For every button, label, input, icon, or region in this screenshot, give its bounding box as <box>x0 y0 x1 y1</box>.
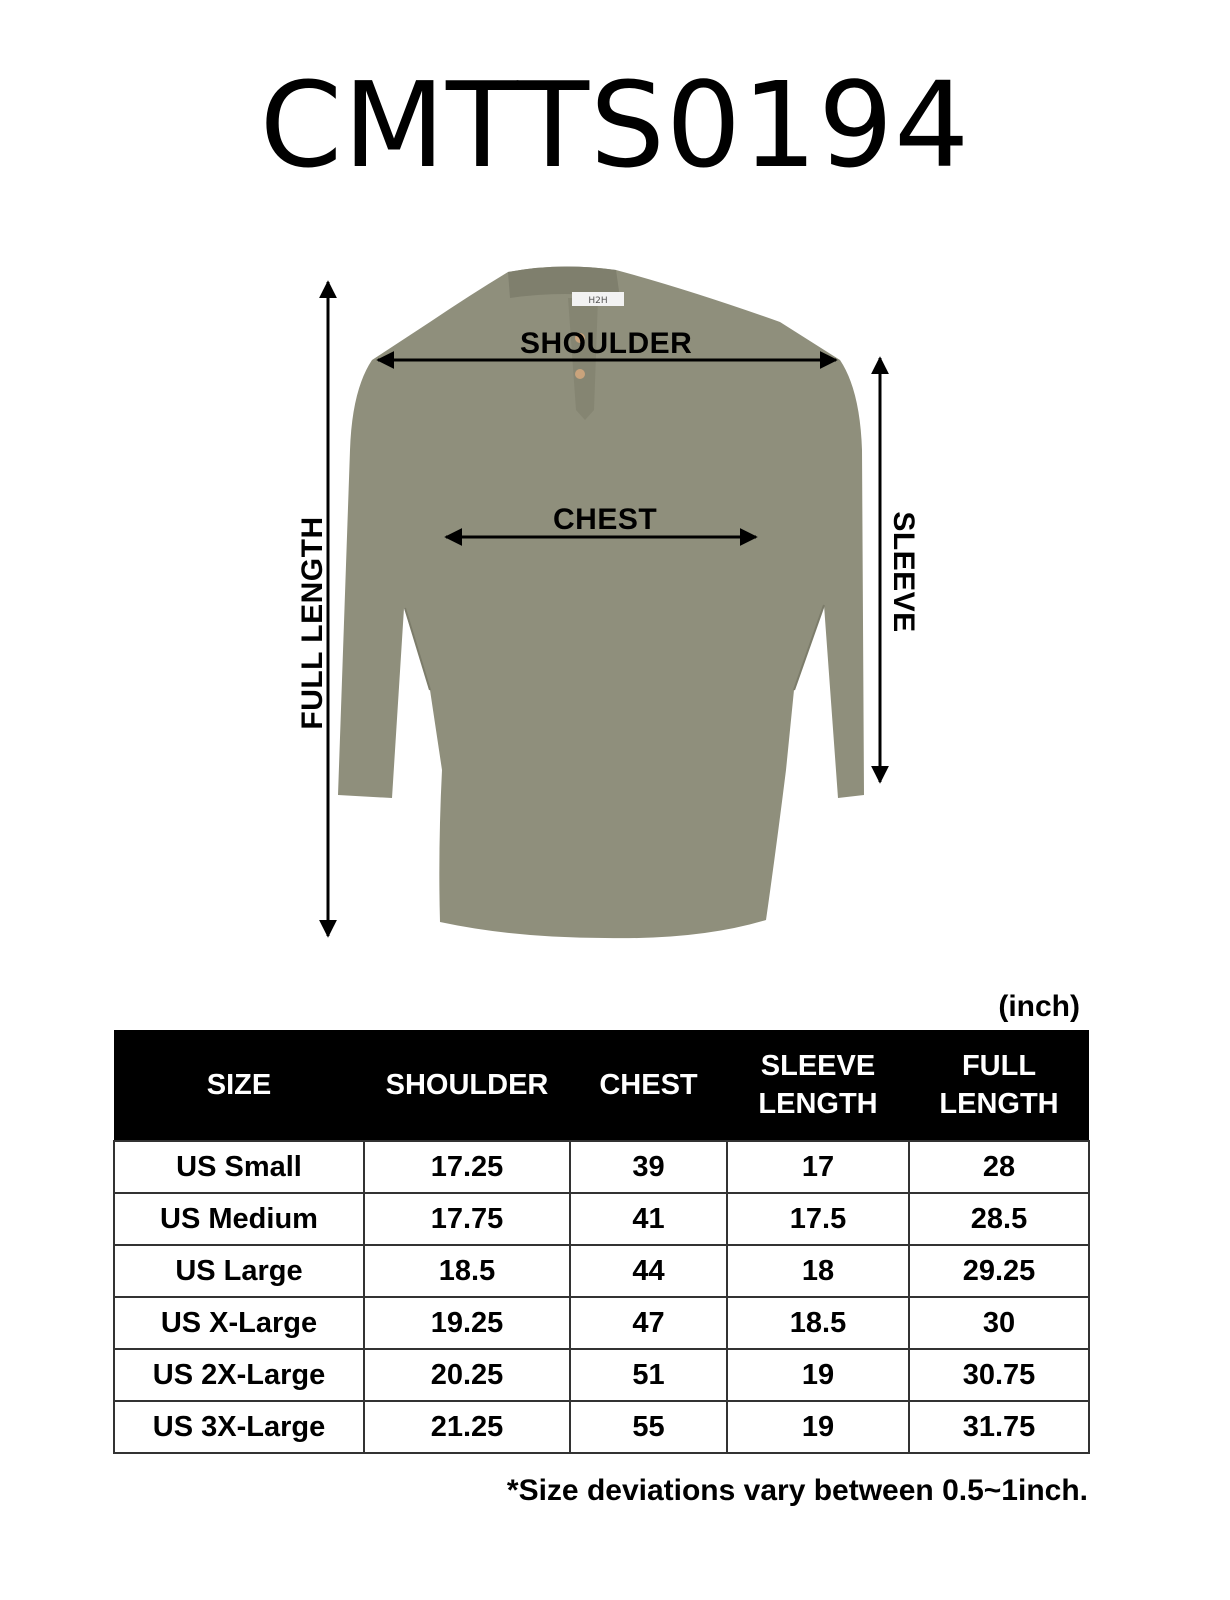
shirt-body <box>338 266 864 938</box>
cell-size: US X-Large <box>114 1297 364 1349</box>
table-header-row <box>114 1030 1089 1141</box>
cell-full-length: 30 <box>909 1297 1089 1349</box>
chest-label: CHEST <box>553 503 658 536</box>
cell-chest: 47 <box>570 1297 727 1349</box>
cell-sleeve: 18.5 <box>727 1297 909 1349</box>
cell-shoulder: 20.25 <box>364 1349 570 1401</box>
cell-chest: 55 <box>570 1401 727 1453</box>
cell-full-length: 28.5 <box>909 1193 1089 1245</box>
cell-full-length: 31.75 <box>909 1401 1089 1453</box>
page-title: CMTTS0194 <box>259 56 971 194</box>
header-full-length <box>909 1030 1089 1141</box>
full-length-label: FULL LENGTH <box>296 516 329 730</box>
cell-chest: 51 <box>570 1349 727 1401</box>
table-row <box>114 1401 1089 1453</box>
cell-full-length: 29.25 <box>909 1245 1089 1297</box>
cell-size: US 2X-Large <box>114 1349 364 1401</box>
cell-sleeve: 17 <box>727 1141 909 1193</box>
tag-text: H2H <box>588 296 608 306</box>
cell-sleeve: 19 <box>727 1401 909 1453</box>
header-chest: CHEST <box>570 1030 727 1141</box>
shoulder-label: SHOULDER <box>520 327 693 360</box>
cell-sleeve: 17.5 <box>727 1193 909 1245</box>
cell-size: US Small <box>114 1141 364 1193</box>
header-sleeve-line1: SLEEVE <box>760 1050 876 1082</box>
header-shoulder: SHOULDER <box>364 1030 570 1141</box>
button-bottom <box>575 369 585 379</box>
cell-full-length: 30.75 <box>909 1349 1089 1401</box>
table-row <box>114 1297 1089 1349</box>
cell-shoulder: 21.25 <box>364 1401 570 1453</box>
cell-chest: 39 <box>570 1141 727 1193</box>
size-chart-table <box>113 1030 1090 1454</box>
cell-chest: 41 <box>570 1193 727 1245</box>
cell-size: US Large <box>114 1245 364 1297</box>
cell-shoulder: 17.75 <box>364 1193 570 1245</box>
shirt-diagram <box>0 250 1230 970</box>
header-full-line1: FULL <box>961 1050 1037 1082</box>
table-row <box>114 1349 1089 1401</box>
cell-shoulder: 17.25 <box>364 1141 570 1193</box>
cell-shoulder: 18.5 <box>364 1245 570 1297</box>
cell-chest: 44 <box>570 1245 727 1297</box>
header-sleeve-line2: LENGTH <box>758 1088 878 1120</box>
header-full-line2: LENGTH <box>939 1088 1059 1120</box>
cell-sleeve: 18 <box>727 1245 909 1297</box>
sleeve-label: SLEEVE <box>887 511 920 633</box>
cell-size: US Medium <box>114 1193 364 1245</box>
table-row <box>114 1193 1089 1245</box>
unit-label: (inch) <box>998 990 1080 1023</box>
cell-sleeve: 19 <box>727 1349 909 1401</box>
cell-shoulder: 19.25 <box>364 1297 570 1349</box>
header-size: SIZE <box>114 1030 364 1141</box>
table-row <box>114 1245 1089 1297</box>
cell-size: US 3X-Large <box>114 1401 364 1453</box>
table-row <box>114 1141 1089 1193</box>
cell-full-length: 28 <box>909 1141 1089 1193</box>
header-sleeve-length <box>727 1030 909 1141</box>
size-deviation-note: *Size deviations vary between 0.5~1inch. <box>506 1474 1088 1507</box>
